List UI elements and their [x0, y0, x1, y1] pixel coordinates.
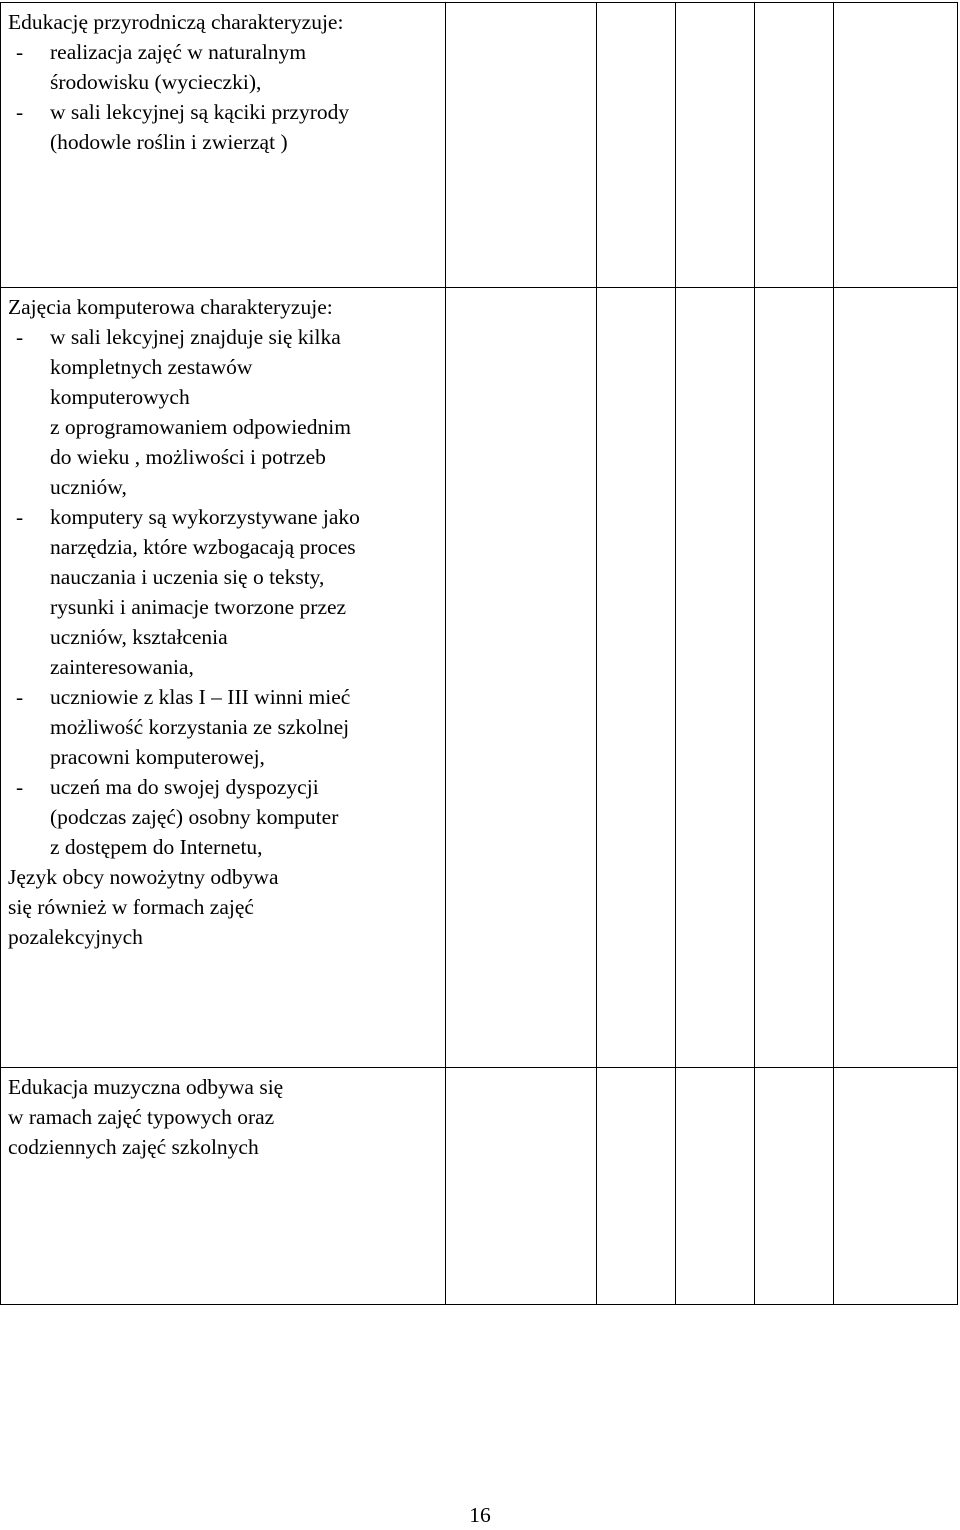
list-item	[8, 682, 439, 712]
section-heading: Zajęcia komputerowa charakteryzuje:	[8, 295, 333, 319]
rating-cell	[597, 288, 676, 1068]
table-row	[1, 288, 958, 1068]
list-item-text: realizacja zajęć w naturalnym	[50, 40, 307, 64]
list-item	[8, 97, 439, 127]
table-row	[1, 3, 958, 288]
section-heading: w ramach zajęć typowych oraz	[8, 1105, 275, 1129]
list-item-text: w sali lekcyjnej są kąciki przyrody	[50, 100, 350, 124]
bullet-dash: -	[16, 40, 24, 64]
list-item-text: uczniowie z klas I – III winni mieć	[50, 685, 351, 709]
section-heading: codziennych zajęć szkolnych	[8, 1135, 259, 1159]
bullet-dash: -	[16, 685, 24, 709]
rating-cell	[446, 1068, 597, 1305]
rating-cell	[755, 1068, 834, 1305]
list-item-continuation: (hodowle roślin i zwierząt )	[50, 130, 288, 154]
bullet-dash: -	[16, 505, 24, 529]
rating-cell	[597, 3, 676, 288]
bullet-dash: -	[16, 775, 24, 799]
list-item-continuation: rysunki i animacje tworzone przez	[50, 595, 347, 619]
list-item-continuation: nauczania i uczenia się o teksty,	[50, 565, 325, 589]
criteria-cell-science	[1, 3, 446, 288]
list-item	[8, 772, 439, 802]
rating-cell	[834, 3, 958, 288]
list-item-continuation: narzędzia, które wzbogacają proces	[50, 535, 356, 559]
page-number: 16	[469, 1503, 491, 1527]
bullet-dash: -	[16, 325, 24, 349]
section-heading: Edukację przyrodniczą charakteryzuje:	[8, 10, 344, 34]
rating-cell	[755, 288, 834, 1068]
list-item-continuation: kompletnych zestawów	[50, 355, 253, 379]
rating-cell	[446, 3, 597, 288]
section-heading: się również w formach zajęć	[8, 895, 254, 919]
list-item-continuation: z dostępem do Internetu,	[50, 835, 263, 859]
list-item-continuation: do wieku , możliwości i potrzeb	[50, 445, 326, 469]
list-item	[8, 37, 439, 67]
criteria-cell-computer	[1, 288, 446, 1068]
list-item-continuation: środowisku (wycieczki),	[50, 70, 262, 94]
list-item-continuation: uczniów, kształcenia	[50, 625, 228, 649]
list-item-continuation: komputerowych	[50, 385, 190, 409]
rating-cell	[597, 1068, 676, 1305]
rating-cell	[834, 288, 958, 1068]
rating-cell	[676, 1068, 755, 1305]
rating-cell	[676, 3, 755, 288]
list-item-continuation: uczniów,	[50, 475, 127, 499]
list-item-continuation: pracowni komputerowej,	[50, 745, 265, 769]
evaluation-table	[0, 2, 958, 1305]
section-heading: Język obcy nowożytny odbywa	[8, 865, 279, 889]
bullet-dash: -	[16, 100, 24, 124]
list-item-text: komputery są wykorzystywane jako	[50, 505, 360, 529]
list-item	[8, 322, 439, 352]
section-heading: Edukacja muzyczna odbywa się	[8, 1075, 284, 1099]
table-row	[1, 1068, 958, 1305]
rating-cell	[446, 288, 597, 1068]
list-item-continuation: zainteresowania,	[50, 655, 194, 679]
list-item-text: uczeń ma do swojej dyspozycji	[50, 775, 319, 799]
list-item-continuation: z oprogramowaniem odpowiednim	[50, 415, 351, 439]
list-item	[8, 502, 439, 532]
rating-cell	[676, 288, 755, 1068]
section-heading: pozalekcyjnych	[8, 925, 143, 949]
list-item-continuation: (podczas zajęć) osobny komputer	[50, 805, 339, 829]
list-item-continuation: możliwość korzystania ze szkolnej	[50, 715, 350, 739]
rating-cell	[834, 1068, 958, 1305]
criteria-cell-music	[1, 1068, 446, 1305]
rating-cell	[755, 3, 834, 288]
list-item-text: w sali lekcyjnej znajduje się kilka	[50, 325, 341, 349]
